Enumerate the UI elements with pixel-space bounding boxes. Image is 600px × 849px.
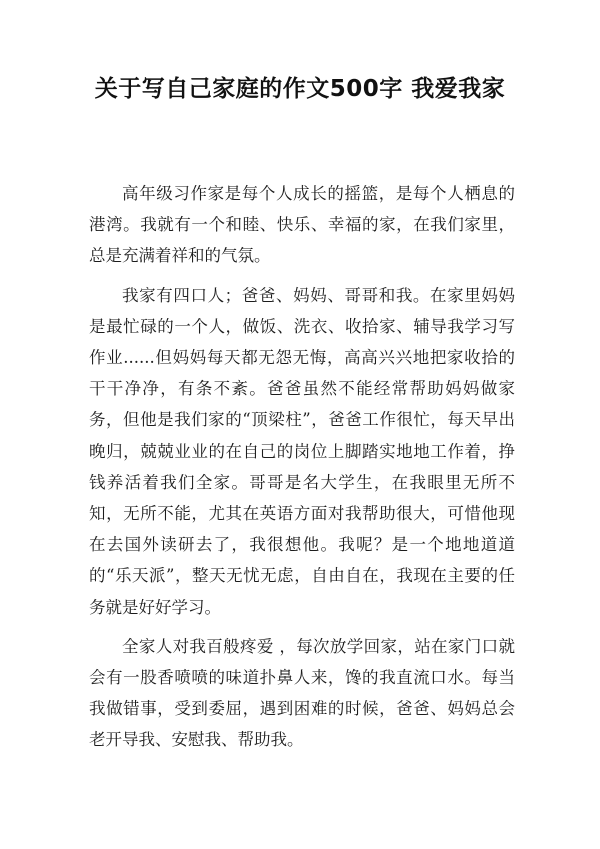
document-title: 关于写自己家庭的作文500字 我爱我家 xyxy=(94,76,506,102)
paragraph-2: 我家有四口人；爸爸、妈妈、哥哥和我。在家里妈妈是最忙碌的一个人，做饭、洗衣、收拾家、辅导我学习写作业......但妈妈每天都无怨无悔，高高兴兴地把家收拾的干干净净，有条不紊。爸爸虽然不能经常帮助妈妈做家务，但他是我们家的“顶梁柱”，爸爸工作很忙，每天早出晚归，兢兢业业的在自己的岗位上脚踏实地地工作着，挣钱养活着我们全家。哥哥是名大学生，在我眼里无所不知，无所不能，尤其在英语方面对我帮助很大，可惜他现在去国外读研去了，我很想他。我呢？是一个地地道道的“乐天派”，整天无忧无虑，自由自在，我现在主要的任务就是好好学习。 xyxy=(89,285,515,617)
paragraph-1: 高年级习作家是每个人成长的摇篮，是每个人栖息的港湾。我就有一个和睦、快乐、幸福的家，在我们家里，总是充满着祥和的气氛。 xyxy=(89,184,515,266)
document-body xyxy=(89,178,515,764)
paragraph-3: 全家人对我百般疼爱 ，每次放学回家，站在家门口就会有一股香喷喷的味道扑鼻人来，馋的我直流口水。每当我做错事，受到委屈，遇到困难的时候，爸爸、妈妈总会老开导我、安慰我、帮助我。 xyxy=(89,636,515,750)
